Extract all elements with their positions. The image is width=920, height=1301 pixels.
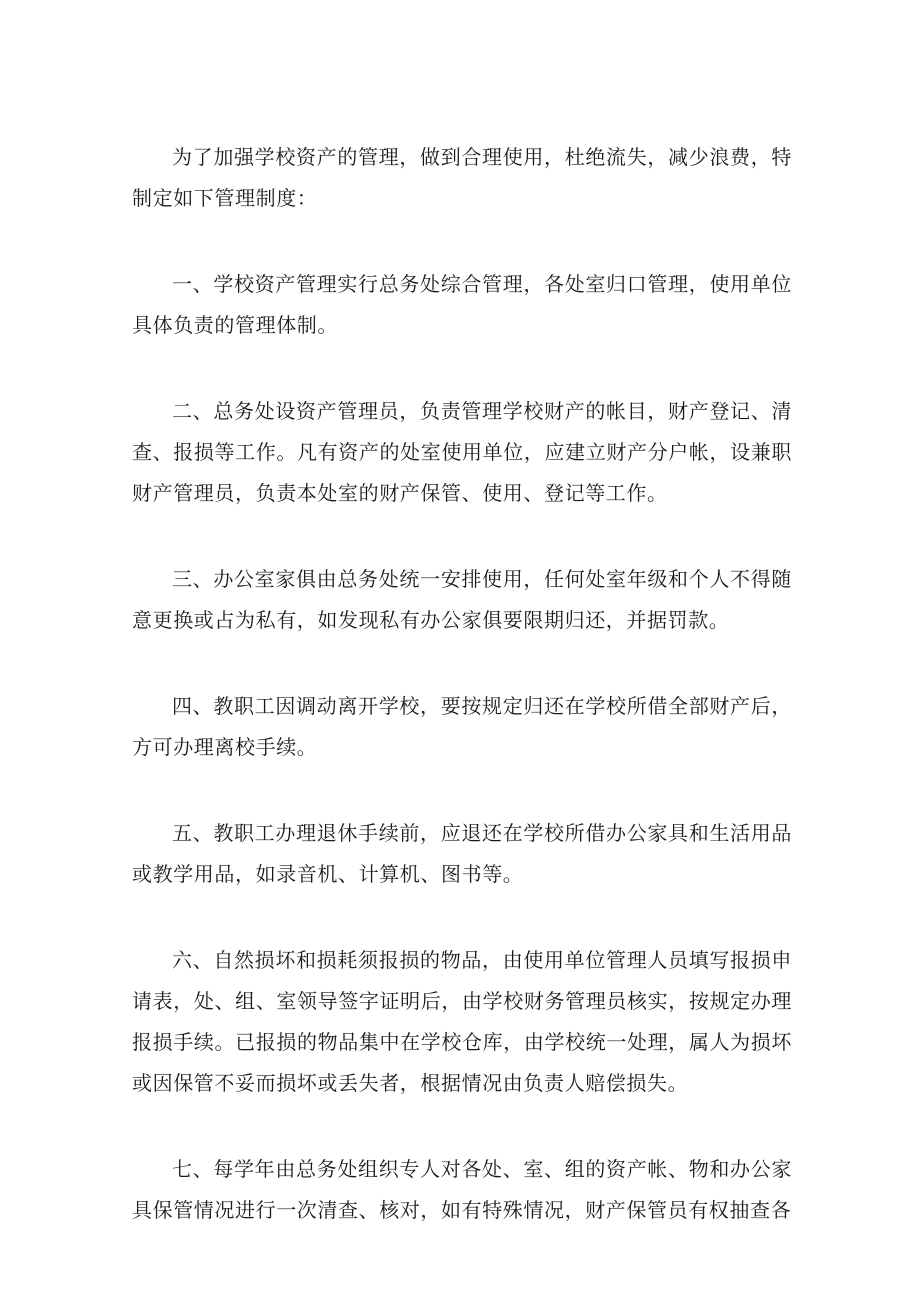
intro-paragraph: 为了加强学校资产的管理，做到合理使用，杜绝流失，减少浪费，特制定如下管理制度： — [132, 145, 792, 210]
rule-paragraph-7: 七、每学年由总务处组织专人对各处、室、组的资产帐、物和办公家具保管情况进行一次清查、核对，如有特殊情况，财产保管员有权抽查各 — [132, 1157, 792, 1222]
rule-paragraph-2: 二、总务处设资产管理员，负责管理学校财产的帐目，财产登记、清查、报损等工作。凡有资产的处室使用单位，应建立财产分户帐，设兼职财产管理员，负责本处室的财产保管、使用、登记等工作。 — [132, 399, 792, 505]
rule-paragraph-1: 一、学校资产管理实行总务处综合管理，各处室归口管理，使用单位具体负责的管理体制。 — [132, 272, 792, 337]
rule-paragraph-5: 五、教职工办理退休手续前，应退还在学校所借办公家具和生活用品或教学用品，如录音机、计算机、图书等。 — [132, 821, 792, 886]
rule-paragraph-4: 四、教职工因调动离开学校，要按规定归还在学校所借全部财产后，方可办理离校手续。 — [132, 694, 792, 759]
rule-paragraph-3: 三、办公室家俱由总务处统一安排使用，任何处室年级和个人不得随意更换或占为私有，如发现私有办公家俱要限期归还，并据罚款。 — [132, 567, 792, 632]
rule-paragraph-6: 六、自然损坏和损耗须报损的物品，由使用单位管理人员填写报损申请表，处、组、室领导签字证明后，由学校财务管理员核实，按规定办理报损手续。已报损的物品集中在学校仓库，由学校统一处理，属人为损坏或因保管不妥而损坏或丢失者，根据情况由负责人赔偿损失。 — [132, 948, 792, 1095]
document-body — [132, 0, 792, 1231]
